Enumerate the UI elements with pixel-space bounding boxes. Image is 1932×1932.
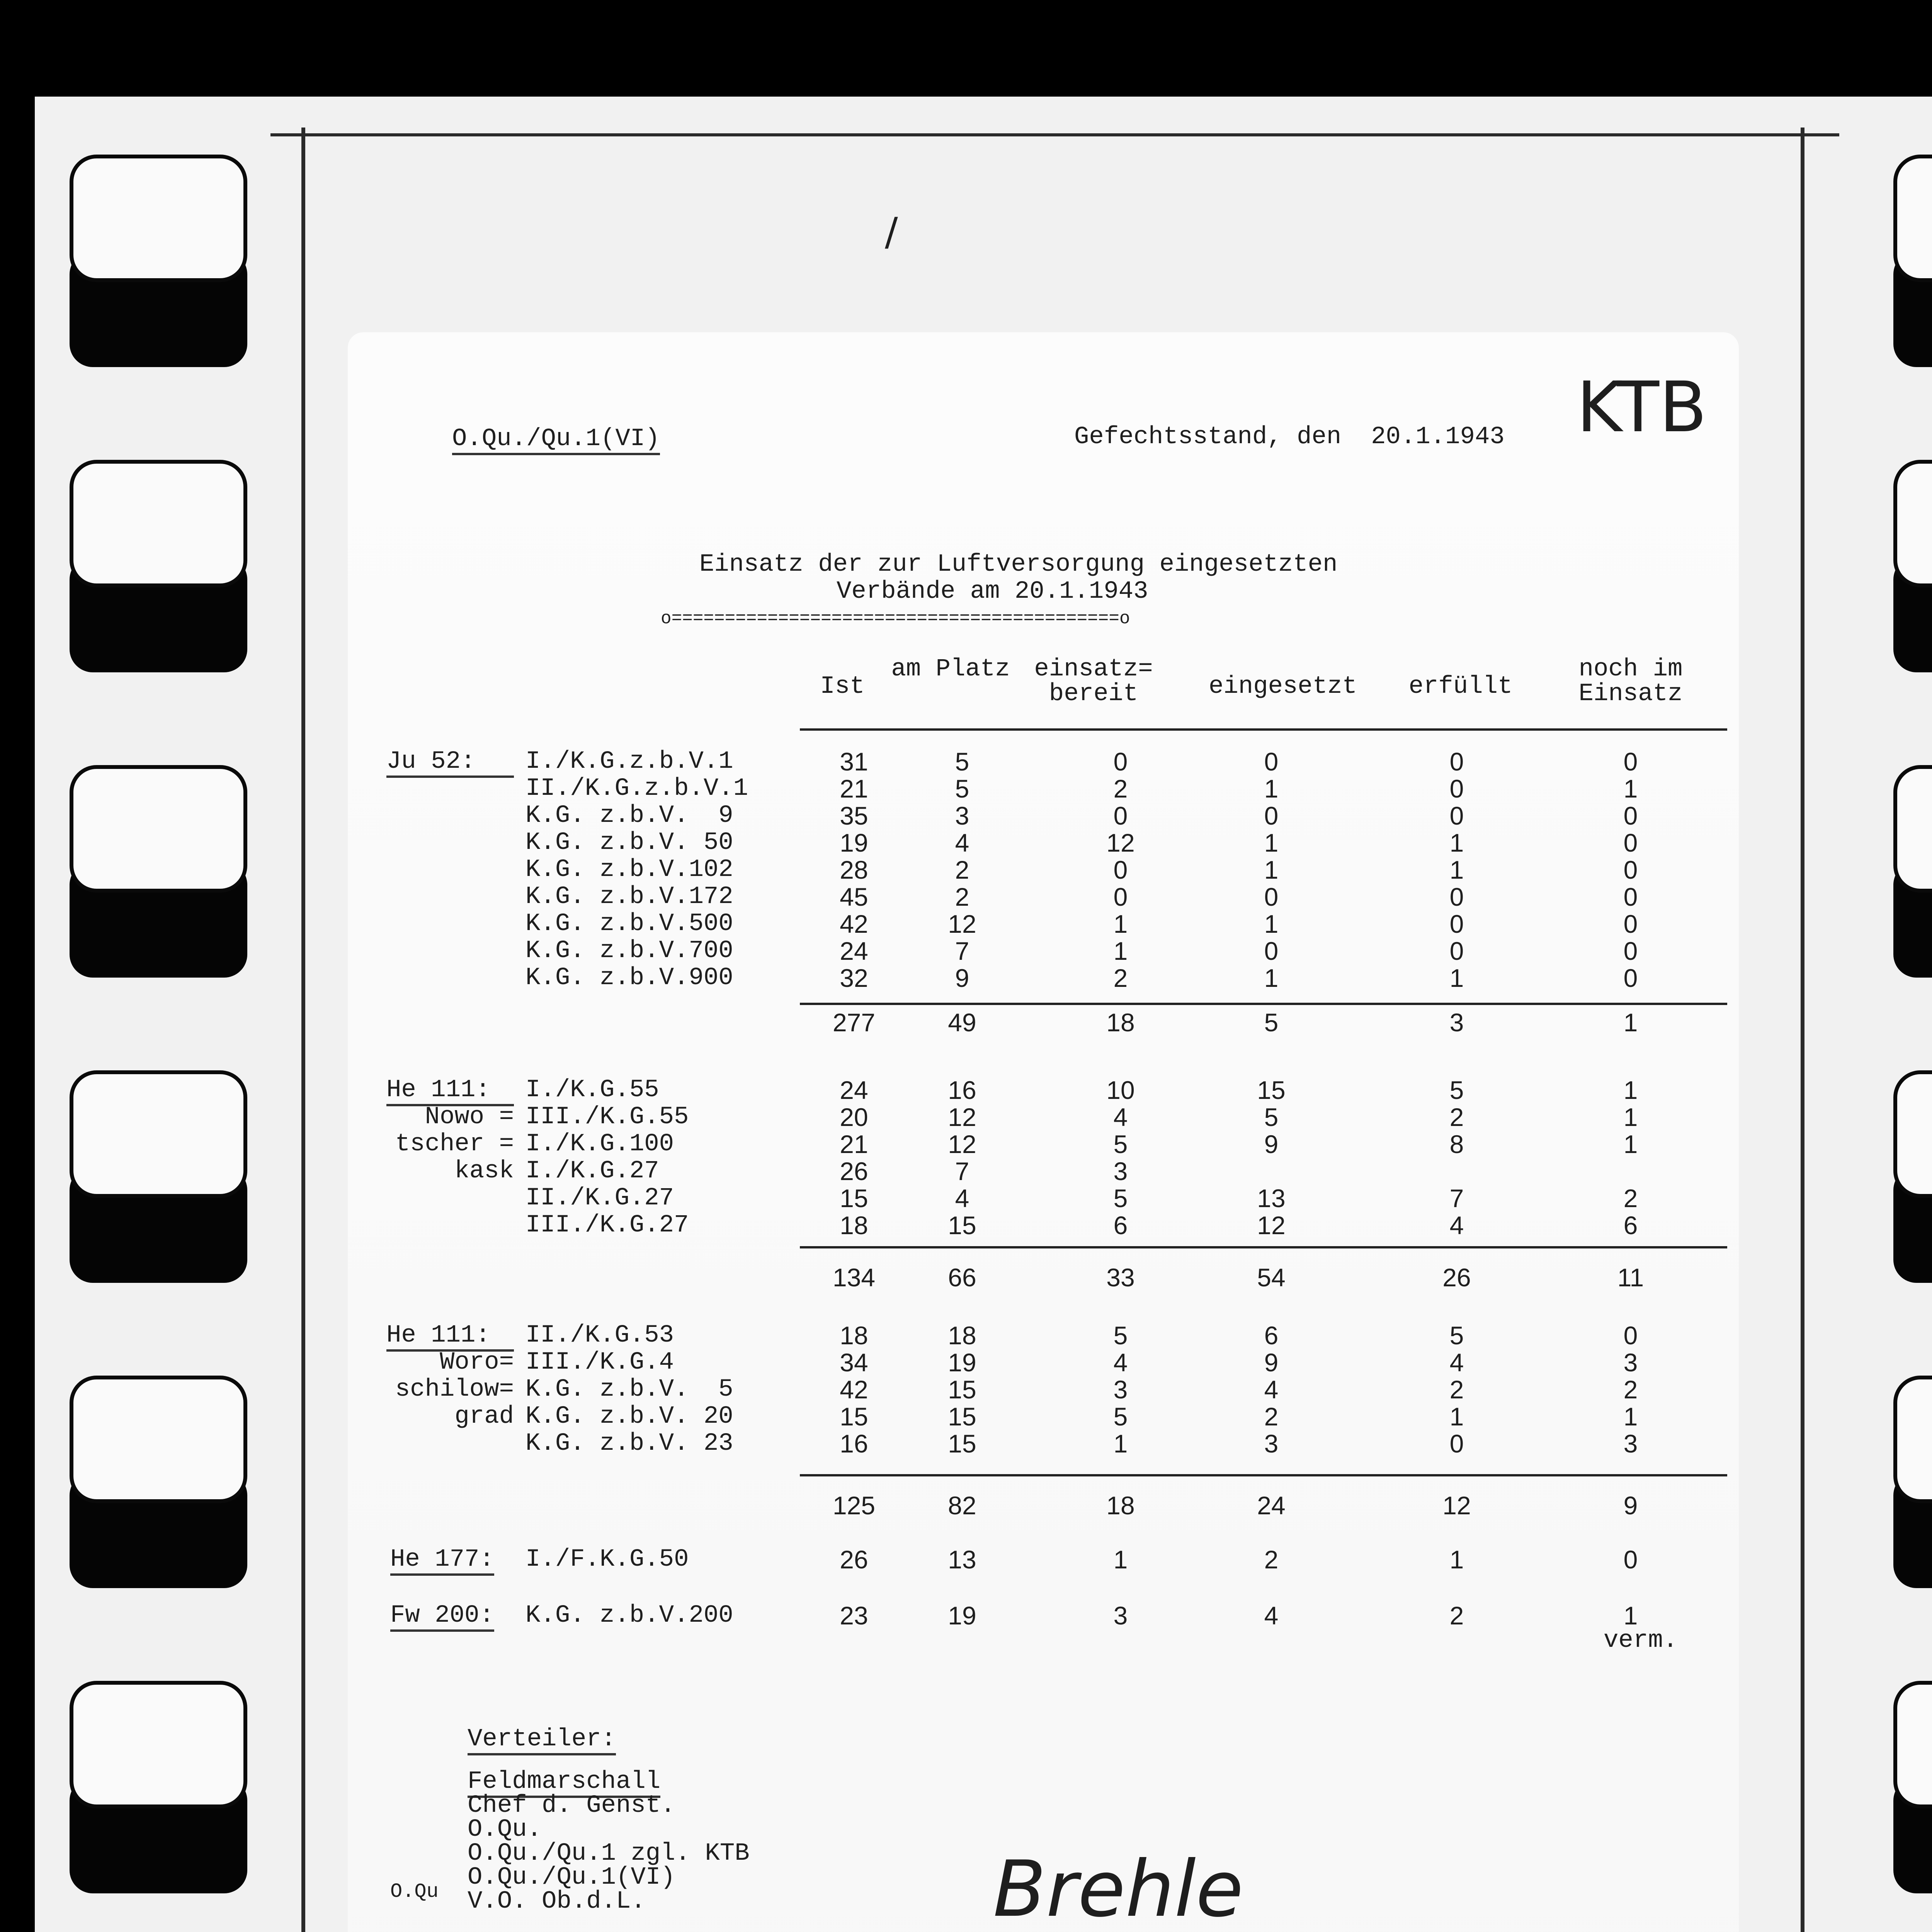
cell-erfuellt: 7 <box>1449 1184 1464 1213</box>
cell-ist: 15 <box>840 1184 868 1213</box>
cell-ist: 23 <box>840 1601 868 1630</box>
cell-noch: 0 <box>1623 747 1638 776</box>
title-underline: o==========================================o <box>661 609 1130 629</box>
frame-line-top <box>270 133 1839 136</box>
cell-erfuellt: 0 <box>1449 774 1464 803</box>
cell-bereit: 1 <box>1113 910 1128 938</box>
cell-bereit: 0 <box>1113 883 1128 911</box>
cell-noch: 1 <box>1623 1402 1638 1431</box>
cell-platz: 12 <box>948 1130 976 1158</box>
right-sprocket-hole <box>1893 765 1932 935</box>
table-row-unit: I./K.G.z.b.V.1 <box>526 748 733 776</box>
aircraft-type-label: He 177: <box>390 1546 494 1576</box>
table-row-unit: K.G. z.b.V.500 <box>526 910 733 938</box>
left-sprocket-hole <box>70 1681 247 1851</box>
cell-platz: 82 <box>948 1491 976 1520</box>
table-row-unit: K.G. z.b.V. 20 <box>526 1403 733 1430</box>
left-sprocket-hole <box>70 1070 247 1240</box>
cell-bereit: 2 <box>1113 774 1128 803</box>
column-header: eingesetzt <box>1208 673 1357 701</box>
cell-eingesetzt: 1 <box>1264 855 1279 884</box>
cell-bereit: 6 <box>1113 1211 1128 1240</box>
cell-bereit: 10 <box>1106 1076 1135 1104</box>
cell-noch: 1 <box>1623 1130 1638 1158</box>
distribution-margin-note: O.Qu <box>390 1880 439 1903</box>
cell-platz: 12 <box>948 910 976 938</box>
distribution-item: Feldmarschall <box>468 1768 660 1798</box>
cell-eingesetzt: 9 <box>1264 1348 1279 1377</box>
aircraft-type-label: Nowo = <box>425 1103 514 1131</box>
cell-note: verm. <box>1604 1627 1678 1655</box>
aircraft-type-label: grad <box>454 1403 514 1430</box>
cell-platz: 4 <box>955 1184 969 1213</box>
cell-ist: 32 <box>840 964 868 992</box>
table-row-unit: K.G. z.b.V. 50 <box>526 829 733 857</box>
pencil-mark: / <box>885 209 898 254</box>
cell-bereit: 3 <box>1113 1157 1128 1185</box>
cell-ist: 15 <box>840 1402 868 1431</box>
cell-bereit: 3 <box>1113 1601 1128 1630</box>
cell-bereit: 18 <box>1106 1491 1135 1520</box>
aircraft-type-label: He 111: <box>386 1076 514 1106</box>
ktb-stamp: KTB <box>1577 367 1707 448</box>
aircraft-type-label: schilow= <box>395 1376 514 1403</box>
column-header: Ist <box>820 673 865 701</box>
cell-erfuellt: 5 <box>1449 1076 1464 1104</box>
cell-platz: 13 <box>948 1545 976 1574</box>
total-rule <box>800 1474 1727 1476</box>
signature: Brehle <box>993 1844 1243 1932</box>
cell-noch: 1 <box>1623 774 1638 803</box>
cell-erfuellt: 4 <box>1449 1211 1464 1240</box>
table-row-unit: I./K.G.27 <box>526 1157 659 1185</box>
right-sprocket-hole <box>1893 1681 1932 1851</box>
table-row-unit: K.G. z.b.V.900 <box>526 964 733 992</box>
cell-ist: 21 <box>840 1130 868 1158</box>
cell-noch: 0 <box>1623 964 1638 992</box>
cell-platz: 15 <box>948 1429 976 1458</box>
cell-ist: 19 <box>840 828 868 857</box>
header-rule <box>800 728 1727 731</box>
cell-platz: 12 <box>948 1103 976 1131</box>
office-code: O.Qu./Qu.1(VI) <box>452 425 660 455</box>
cell-ist: 18 <box>840 1211 868 1240</box>
cell-eingesetzt: 4 <box>1264 1601 1279 1630</box>
cell-eingesetzt: 0 <box>1264 801 1279 830</box>
column-header: noch im Einsatz <box>1578 655 1683 708</box>
cell-platz: 2 <box>955 855 969 884</box>
cell-bereit: 4 <box>1113 1103 1128 1131</box>
cell-erfuellt: 2 <box>1449 1103 1464 1131</box>
cell-noch: 0 <box>1623 1545 1638 1574</box>
cell-noch: 0 <box>1623 937 1638 965</box>
cell-bereit: 1 <box>1113 1429 1128 1458</box>
cell-ist: 31 <box>840 747 868 776</box>
cell-noch: 0 <box>1623 910 1638 938</box>
right-sprocket-hole <box>1893 460 1932 630</box>
cell-ist: 24 <box>840 937 868 965</box>
cell-ist: 34 <box>840 1348 868 1377</box>
cell-noch: 6 <box>1623 1211 1638 1240</box>
cell-bereit: 0 <box>1113 801 1128 830</box>
table-row-unit: I./F.K.G.50 <box>526 1546 689 1573</box>
cell-ist: 21 <box>840 774 868 803</box>
title-line-1: Einsatz der zur Luftversorgung eingesetzten <box>699 551 1338 578</box>
cell-eingesetzt: 3 <box>1264 1429 1279 1458</box>
cell-ist: 24 <box>840 1076 868 1104</box>
cell-eingesetzt: 24 <box>1257 1491 1286 1520</box>
aircraft-type-label: Woro= <box>439 1349 514 1376</box>
cell-erfuellt: 0 <box>1449 747 1464 776</box>
cell-erfuellt: 1 <box>1449 855 1464 884</box>
cell-noch: 2 <box>1623 1375 1638 1404</box>
cell-noch: 1 <box>1623 1103 1638 1131</box>
cell-platz: 19 <box>948 1348 976 1377</box>
cell-ist: 18 <box>840 1321 868 1350</box>
cell-erfuellt: 4 <box>1449 1348 1464 1377</box>
frame-line-left <box>301 128 305 1932</box>
cell-erfuellt: 5 <box>1449 1321 1464 1350</box>
cell-erfuellt: 0 <box>1449 1429 1464 1458</box>
left-sprocket-hole <box>70 460 247 630</box>
cell-noch: 0 <box>1623 855 1638 884</box>
cell-platz: 7 <box>955 1157 969 1185</box>
cell-noch: 0 <box>1623 801 1638 830</box>
aircraft-type-label: Ju 52: <box>386 748 514 778</box>
right-sprocket-hole <box>1893 155 1932 325</box>
cell-noch: 0 <box>1623 883 1638 911</box>
cell-eingesetzt: 1 <box>1264 964 1279 992</box>
cell-eingesetzt: 2 <box>1264 1402 1279 1431</box>
left-sprocket-hole <box>70 1376 247 1546</box>
cell-eingesetzt: 0 <box>1264 747 1279 776</box>
cell-erfuellt: 0 <box>1449 801 1464 830</box>
cell-eingesetzt: 13 <box>1257 1184 1286 1213</box>
table-row-unit: I./K.G.100 <box>526 1130 674 1158</box>
cell-bereit: 2 <box>1113 964 1128 992</box>
table-row-unit: III./K.G.55 <box>526 1103 689 1131</box>
cell-bereit: 33 <box>1106 1263 1135 1292</box>
cell-ist: 277 <box>832 1008 876 1037</box>
cell-bereit: 5 <box>1113 1184 1128 1213</box>
total-rule <box>800 1003 1727 1005</box>
frame-line-right <box>1801 128 1804 1932</box>
cell-platz: 5 <box>955 774 969 803</box>
cell-erfuellt: 12 <box>1442 1491 1471 1520</box>
cell-ist: 20 <box>840 1103 868 1131</box>
cell-bereit: 3 <box>1113 1375 1128 1404</box>
cell-eingesetzt: 1 <box>1264 910 1279 938</box>
title-line-2: Verbände am 20.1.1943 <box>837 578 1148 605</box>
cell-erfuellt: 0 <box>1449 910 1464 938</box>
cell-eingesetzt: 6 <box>1264 1321 1279 1350</box>
left-sprocket-hole <box>70 765 247 935</box>
cell-noch: 2 <box>1623 1184 1638 1213</box>
cell-platz: 66 <box>948 1263 976 1292</box>
cell-bereit: 18 <box>1106 1008 1135 1037</box>
cell-erfuellt: 0 <box>1449 883 1464 911</box>
table-row-unit: K.G. z.b.V.172 <box>526 883 733 911</box>
cell-platz: 19 <box>948 1601 976 1630</box>
cell-platz: 4 <box>955 828 969 857</box>
cell-noch: 3 <box>1623 1429 1638 1458</box>
distribution-heading: Verteiler: <box>468 1725 616 1755</box>
cell-ist: 16 <box>840 1429 868 1458</box>
cell-ist: 134 <box>832 1263 876 1292</box>
cell-eingesetzt: 2 <box>1264 1545 1279 1574</box>
cell-platz: 3 <box>955 801 969 830</box>
left-sprocket-hole <box>70 155 247 325</box>
table-row-unit: III./K.G.4 <box>526 1349 674 1376</box>
cell-eingesetzt: 15 <box>1257 1076 1286 1104</box>
cell-erfuellt: 1 <box>1449 1402 1464 1431</box>
column-header: einsatz= bereit <box>1034 655 1153 708</box>
cell-ist: 125 <box>832 1491 876 1520</box>
cell-bereit: 0 <box>1113 747 1128 776</box>
cell-eingesetzt: 12 <box>1257 1211 1286 1240</box>
table-row-unit: K.G. z.b.V. 5 <box>526 1376 733 1403</box>
cell-erfuellt: 26 <box>1442 1263 1471 1292</box>
aircraft-type-label: tscher = <box>395 1130 514 1158</box>
table-row-unit: III./K.G.27 <box>526 1211 689 1239</box>
cell-noch: 0 <box>1623 828 1638 857</box>
cell-erfuellt: 8 <box>1449 1130 1464 1158</box>
table-row-unit: K.G. z.b.V.700 <box>526 937 733 965</box>
cell-erfuellt: 1 <box>1449 1545 1464 1574</box>
cell-bereit: 1 <box>1113 937 1128 965</box>
cell-erfuellt: 1 <box>1449 964 1464 992</box>
table-row-unit: K.G. z.b.V. 23 <box>526 1430 733 1458</box>
aircraft-type-label: kask <box>454 1157 514 1185</box>
cell-ist: 26 <box>840 1157 868 1185</box>
cell-bereit: 12 <box>1106 828 1135 857</box>
cell-platz: 7 <box>955 937 969 965</box>
right-sprocket-hole <box>1893 1376 1932 1546</box>
cell-erfuellt: 0 <box>1449 937 1464 965</box>
cell-platz: 18 <box>948 1321 976 1350</box>
cell-eingesetzt: 0 <box>1264 937 1279 965</box>
cell-bereit: 5 <box>1113 1130 1128 1158</box>
cell-eingesetzt: 0 <box>1264 883 1279 911</box>
table-row-unit: K.G. z.b.V.200 <box>526 1602 733 1629</box>
cell-eingesetzt: 4 <box>1264 1375 1279 1404</box>
cell-platz: 2 <box>955 883 969 911</box>
cell-eingesetzt: 5 <box>1264 1103 1279 1131</box>
cell-noch: 3 <box>1623 1348 1638 1377</box>
distribution-item: O.Qu./Qu.1 zgl. KTB <box>468 1840 750 1867</box>
cell-eingesetzt: 1 <box>1264 774 1279 803</box>
distribution-item: O.Qu. <box>468 1816 542 1844</box>
cell-ist: 45 <box>840 883 868 911</box>
cell-noch: 1 <box>1623 1076 1638 1104</box>
cell-bereit: 5 <box>1113 1402 1128 1431</box>
distribution-item: Chef d. Genst. <box>468 1792 675 1820</box>
cell-platz: 49 <box>948 1008 976 1037</box>
cell-platz: 15 <box>948 1211 976 1240</box>
cell-platz: 15 <box>948 1402 976 1431</box>
cell-platz: 16 <box>948 1076 976 1104</box>
cell-erfuellt: 2 <box>1449 1601 1464 1630</box>
cell-platz: 5 <box>955 747 969 776</box>
cell-bereit: 5 <box>1113 1321 1128 1350</box>
cell-eingesetzt: 1 <box>1264 828 1279 857</box>
cell-eingesetzt: 5 <box>1264 1008 1279 1037</box>
cell-bereit: 0 <box>1113 855 1128 884</box>
cell-platz: 9 <box>955 964 969 992</box>
cell-erfuellt: 3 <box>1449 1008 1464 1037</box>
aircraft-type-label: He 111: <box>386 1321 514 1352</box>
distribution-item: V.O. Ob.d.L. <box>468 1888 646 1915</box>
cell-erfuellt: 1 <box>1449 828 1464 857</box>
cell-noch: 1 <box>1623 1601 1638 1630</box>
cell-eingesetzt: 9 <box>1264 1130 1279 1158</box>
cell-platz: 15 <box>948 1375 976 1404</box>
cell-ist: 26 <box>840 1545 868 1574</box>
cell-bereit: 4 <box>1113 1348 1128 1377</box>
cell-noch: 9 <box>1623 1491 1638 1520</box>
total-rule <box>800 1246 1727 1248</box>
column-header: am Platz <box>891 655 1010 683</box>
table-row-unit: I./K.G.55 <box>526 1076 659 1104</box>
table-row-unit: II./K.G.z.b.V.1 <box>526 775 748 803</box>
cell-ist: 28 <box>840 855 868 884</box>
table-row-unit: II./K.G.27 <box>526 1184 674 1212</box>
column-header: erfüllt <box>1408 673 1513 701</box>
place-date: Gefechtsstand, den 20.1.1943 <box>1074 423 1505 451</box>
cell-eingesetzt: 54 <box>1257 1263 1286 1292</box>
cell-noch: 0 <box>1623 1321 1638 1350</box>
table-row-unit: K.G. z.b.V.102 <box>526 856 733 884</box>
distribution-item: O.Qu./Qu.1(VI) <box>468 1864 675 1891</box>
table-row-unit: K.G. z.b.V. 9 <box>526 802 733 830</box>
cell-noch: 1 <box>1623 1008 1638 1037</box>
aircraft-type-label: Fw 200: <box>390 1602 494 1632</box>
cell-erfuellt: 2 <box>1449 1375 1464 1404</box>
cell-ist: 42 <box>840 1375 868 1404</box>
cell-ist: 42 <box>840 910 868 938</box>
table-row-unit: II./K.G.53 <box>526 1321 674 1349</box>
cell-ist: 35 <box>840 801 868 830</box>
right-sprocket-hole <box>1893 1070 1932 1240</box>
cell-bereit: 1 <box>1113 1545 1128 1574</box>
cell-noch: 11 <box>1617 1263 1644 1292</box>
